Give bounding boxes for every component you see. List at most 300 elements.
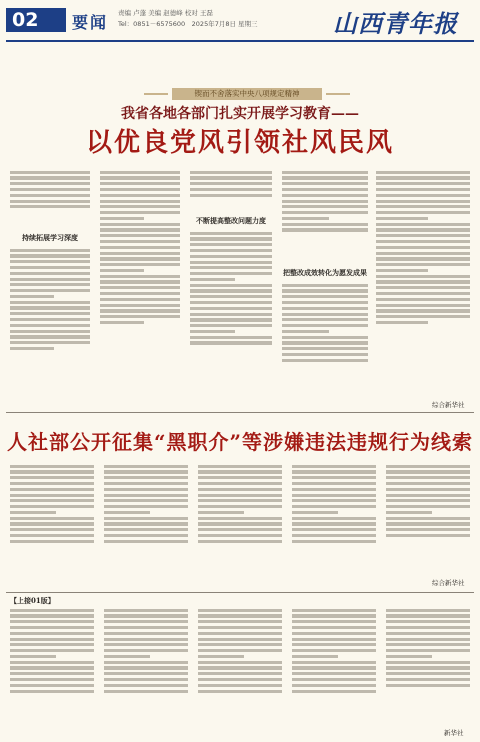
text-line: [10, 283, 90, 286]
text-line: [198, 465, 282, 468]
text-line: [190, 341, 272, 344]
text-line: [100, 252, 180, 255]
text-line: [10, 528, 94, 531]
article1-column-2: [100, 168, 180, 402]
text-line: [10, 278, 90, 281]
text-line: [198, 626, 282, 629]
article2-column-5: [386, 462, 470, 574]
text-line: [104, 470, 188, 473]
article1-subhead-3: 把整改成效转化为愿发成果: [283, 268, 367, 277]
text-line: [100, 200, 180, 203]
text-line: [104, 678, 188, 681]
text-line: [376, 252, 470, 255]
text-line: [190, 289, 272, 292]
text-line: [104, 517, 188, 520]
text-line: [282, 176, 368, 179]
text-line: [10, 341, 90, 344]
text-line: [198, 482, 282, 485]
text-line: [198, 499, 282, 502]
text-line: [190, 278, 235, 281]
text-line: [386, 649, 470, 652]
text-line: [104, 626, 188, 629]
text-line: [376, 280, 470, 283]
text-line: [292, 465, 376, 468]
text-line: [190, 261, 272, 264]
text-line: [386, 632, 470, 635]
ribbon-left-ornament: [144, 93, 168, 95]
text-line: [100, 321, 144, 324]
article1-column-3: [190, 168, 272, 212]
text-line: [190, 272, 272, 275]
text-line: [282, 284, 368, 287]
text-line: [190, 330, 235, 333]
text-line: [104, 505, 188, 508]
text-line: [100, 246, 180, 249]
article3-credit: 新华社: [444, 729, 464, 737]
text-line: [190, 301, 272, 304]
text-line: [292, 499, 376, 502]
text-line: [190, 307, 272, 310]
topic-ribbon: [0, 88, 480, 100]
text-line: [376, 171, 470, 174]
text-line: [292, 482, 376, 485]
text-line: [386, 522, 470, 525]
text-line: [104, 643, 188, 646]
text-line: [386, 499, 470, 502]
text-line: [376, 275, 470, 278]
text-line: [10, 254, 90, 257]
text-line: [10, 205, 90, 208]
text-line: [376, 292, 470, 295]
text-line: [376, 246, 470, 249]
text-line: [10, 511, 56, 514]
text-line: [376, 182, 470, 185]
text-line: [100, 205, 180, 208]
article1-headline: 以优良党风引领社风民风: [85, 128, 394, 158]
text-line: [282, 188, 368, 191]
text-line: [104, 522, 188, 525]
text-line: [104, 499, 188, 502]
text-line: [282, 353, 368, 356]
text-line: [386, 684, 470, 687]
text-line: [100, 211, 180, 214]
text-line: [10, 465, 94, 468]
text-line: [292, 476, 376, 479]
text-line: [190, 284, 272, 287]
text-line: [376, 194, 470, 197]
text-line: [104, 666, 188, 669]
text-line: [376, 234, 470, 237]
text-line: [376, 298, 470, 301]
text-line: [104, 511, 150, 514]
text-line: [10, 517, 94, 520]
header-divider: [6, 40, 474, 42]
text-line: [198, 488, 282, 491]
text-line: [198, 690, 282, 693]
text-line: [386, 534, 470, 537]
continued-label: 【上接01版】: [10, 596, 55, 605]
text-line: [292, 614, 376, 617]
text-line: [292, 672, 376, 675]
text-line: [100, 269, 144, 272]
text-line: [190, 255, 272, 258]
text-line: [10, 335, 90, 338]
text-line: [10, 684, 94, 687]
text-line: [100, 240, 180, 243]
page-header: [0, 0, 480, 44]
text-line: [104, 620, 188, 623]
text-line: [376, 257, 470, 260]
text-line: [386, 643, 470, 646]
text-line: [10, 620, 94, 623]
section-title: 要闻: [72, 13, 109, 32]
text-line: [282, 171, 368, 174]
article1-credit: 综合新华社: [432, 401, 465, 409]
text-line: [282, 295, 368, 298]
editor-line: 责编 卢蓬 美编 赵德峰 校对 王磊: [118, 9, 213, 17]
text-line: [376, 228, 470, 231]
text-line: [386, 505, 470, 508]
text-line: [376, 217, 428, 220]
text-line: [282, 228, 368, 231]
text-line: [190, 176, 272, 179]
text-line: [376, 188, 470, 191]
text-line: [100, 286, 180, 289]
text-line: [100, 292, 180, 295]
text-line: [386, 465, 470, 468]
text-line: [282, 289, 368, 292]
text-line: [10, 643, 94, 646]
article1-subhead-2: 不断提高整改问题力度: [196, 216, 266, 225]
text-line: [376, 304, 470, 307]
text-line: [190, 249, 272, 252]
text-line: [100, 315, 180, 318]
text-line: [100, 223, 180, 226]
text-line: [104, 534, 188, 537]
text-line: [282, 194, 368, 197]
text-line: [190, 324, 272, 327]
text-line: [198, 614, 282, 617]
page-number: 02: [6, 8, 66, 32]
text-line: [10, 324, 90, 327]
text-line: [376, 176, 470, 179]
text-line: [104, 661, 188, 664]
text-line: [190, 266, 272, 269]
text-line: [190, 295, 272, 298]
text-line: [10, 200, 90, 203]
text-line: [10, 488, 94, 491]
text-line: [198, 649, 282, 652]
text-line: [10, 666, 94, 669]
text-line: [10, 272, 90, 275]
text-line: [198, 540, 282, 543]
text-line: [198, 632, 282, 635]
text-line: [190, 237, 272, 240]
text-line: [292, 655, 338, 658]
text-line: [386, 614, 470, 617]
text-line: [104, 638, 188, 641]
text-line: [104, 465, 188, 468]
text-line: [190, 188, 272, 191]
text-line: [10, 330, 90, 333]
text-line: [10, 678, 94, 681]
text-line: [292, 643, 376, 646]
text-line: [104, 649, 188, 652]
text-line: [10, 638, 94, 641]
article2-headline: 人社部公开征集“黑职介”等涉嫌违法违规行为线索: [6, 430, 473, 454]
text-line: [10, 626, 94, 629]
text-line: [10, 494, 94, 497]
text-line: [292, 649, 376, 652]
text-line: [282, 324, 368, 327]
text-line: [10, 347, 54, 350]
text-line: [282, 217, 329, 220]
text-line: [10, 171, 90, 174]
text-line: [292, 666, 376, 669]
text-line: [100, 257, 180, 260]
text-line: [10, 690, 94, 693]
ribbon-right-ornament: [326, 93, 350, 95]
text-line: [100, 304, 180, 307]
date-line: Tel：0851－6575600 2025年7月8日 星期三: [118, 20, 258, 28]
article2-column-3: [198, 462, 282, 586]
text-line: [376, 200, 470, 203]
text-line: [292, 678, 376, 681]
text-line: [10, 266, 90, 269]
text-line: [282, 200, 368, 203]
text-line: [292, 517, 376, 520]
article1-column-1b: [10, 246, 90, 402]
text-line: [282, 347, 368, 350]
text-line: [100, 298, 180, 301]
text-line: [198, 505, 282, 508]
text-line: [376, 223, 470, 226]
text-line: [292, 511, 338, 514]
text-line: [198, 609, 282, 612]
text-line: [376, 309, 470, 312]
text-line: [104, 672, 188, 675]
text-line: [376, 211, 470, 214]
text-line: [386, 672, 470, 675]
text-line: [282, 336, 368, 339]
article2-column-1: [10, 462, 94, 586]
text-line: [282, 313, 368, 316]
text-line: [104, 609, 188, 612]
article3-column-4: [292, 606, 376, 732]
text-line: [376, 240, 470, 243]
text-line: [198, 661, 282, 664]
article3-column-1: [10, 606, 94, 732]
text-line: [198, 655, 244, 658]
text-line: [282, 223, 368, 226]
text-line: [100, 176, 180, 179]
text-line: [10, 188, 90, 191]
text-line: [198, 534, 282, 537]
text-line: [386, 661, 470, 664]
text-line: [282, 301, 368, 304]
text-line: [292, 540, 376, 543]
text-line: [292, 632, 376, 635]
text-line: [10, 318, 90, 321]
section-divider-2: [6, 592, 474, 593]
text-line: [386, 470, 470, 473]
text-line: [292, 609, 376, 612]
text-line: [198, 638, 282, 641]
text-line: [104, 684, 188, 687]
text-line: [292, 620, 376, 623]
text-line: [10, 482, 94, 485]
text-line: [386, 528, 470, 531]
text-line: [104, 614, 188, 617]
text-line: [376, 269, 428, 272]
text-line: [10, 499, 94, 502]
text-line: [100, 263, 180, 266]
text-line: [376, 286, 470, 289]
text-line: [386, 638, 470, 641]
text-line: [10, 182, 90, 185]
article1-subhead-1: 持续拓展学习深度: [22, 233, 78, 242]
text-line: [282, 318, 368, 321]
text-line: [10, 295, 54, 298]
article1-column-3b: [190, 229, 272, 402]
section-divider-1: [6, 412, 474, 413]
text-line: [10, 655, 56, 658]
article3-column-5: [386, 606, 470, 724]
text-line: [10, 306, 90, 309]
text-line: [104, 476, 188, 479]
text-line: [292, 528, 376, 531]
article2-column-4: [292, 462, 376, 586]
text-line: [292, 494, 376, 497]
text-line: [386, 666, 470, 669]
text-line: [292, 505, 376, 508]
text-line: [198, 494, 282, 497]
editor-credits: [118, 8, 258, 30]
article1-column-1: [10, 168, 90, 230]
text-line: [198, 511, 244, 514]
text-line: [198, 522, 282, 525]
text-line: [292, 684, 376, 687]
text-line: [386, 488, 470, 491]
text-line: [386, 655, 432, 658]
text-line: [10, 260, 90, 263]
text-line: [10, 194, 90, 197]
text-line: [386, 626, 470, 629]
text-line: [100, 280, 180, 283]
text-line: [282, 341, 368, 344]
text-line: [10, 534, 94, 537]
text-line: [292, 522, 376, 525]
text-line: [100, 182, 180, 185]
text-line: [190, 171, 272, 174]
text-line: [386, 494, 470, 497]
text-line: [282, 359, 368, 362]
text-line: [10, 614, 94, 617]
text-line: [10, 289, 90, 292]
text-line: [376, 315, 470, 318]
text-line: [292, 534, 376, 537]
text-line: [10, 476, 94, 479]
text-line: [376, 205, 470, 208]
text-line: [10, 661, 94, 664]
article3-column-2: [104, 606, 188, 732]
article2-column-2: [104, 462, 188, 586]
text-line: [292, 638, 376, 641]
article1-column-4: [282, 168, 368, 264]
text-line: [100, 194, 180, 197]
text-line: [198, 643, 282, 646]
text-line: [386, 511, 432, 514]
text-line: [292, 626, 376, 629]
text-line: [10, 505, 94, 508]
text-line: [10, 649, 94, 652]
text-line: [190, 182, 272, 185]
text-line: [198, 620, 282, 623]
article1-column-4b: [282, 281, 368, 402]
text-line: [100, 217, 144, 220]
text-line: [198, 678, 282, 681]
text-line: [104, 632, 188, 635]
text-line: [104, 488, 188, 491]
text-line: [282, 330, 329, 333]
text-line: [104, 690, 188, 693]
article1-column-5: [376, 168, 470, 396]
ribbon-label: 锲而不舍落实中央八项规定精神: [172, 88, 322, 100]
text-line: [386, 678, 470, 681]
text-line: [190, 232, 272, 235]
article3-column-3: [198, 606, 282, 732]
text-line: [292, 470, 376, 473]
text-line: [100, 275, 180, 278]
text-line: [386, 482, 470, 485]
text-line: [100, 188, 180, 191]
text-line: [282, 211, 368, 214]
text-line: [10, 672, 94, 675]
text-line: [104, 540, 188, 543]
text-line: [10, 609, 94, 612]
text-line: [198, 517, 282, 520]
text-line: [104, 494, 188, 497]
text-line: [282, 307, 368, 310]
text-line: [386, 517, 470, 520]
text-line: [10, 632, 94, 635]
text-line: [190, 313, 272, 316]
text-line: [376, 263, 470, 266]
text-line: [10, 249, 90, 252]
text-line: [386, 476, 470, 479]
text-line: [198, 470, 282, 473]
text-line: [198, 476, 282, 479]
text-line: [376, 321, 428, 324]
text-line: [198, 528, 282, 531]
text-line: [104, 655, 150, 658]
text-line: [10, 470, 94, 473]
text-line: [292, 690, 376, 693]
text-line: [100, 171, 180, 174]
text-line: [100, 228, 180, 231]
text-line: [386, 609, 470, 612]
article2-credit: 综合新华社: [432, 579, 465, 587]
article1-subtitle: 我省各地各部门扎实开展学习教育——: [121, 106, 359, 122]
text-line: [198, 666, 282, 669]
text-line: [190, 243, 272, 246]
text-line: [292, 661, 376, 664]
text-line: [100, 309, 180, 312]
text-line: [10, 176, 90, 179]
text-line: [198, 684, 282, 687]
text-line: [190, 318, 272, 321]
text-line: [282, 182, 368, 185]
